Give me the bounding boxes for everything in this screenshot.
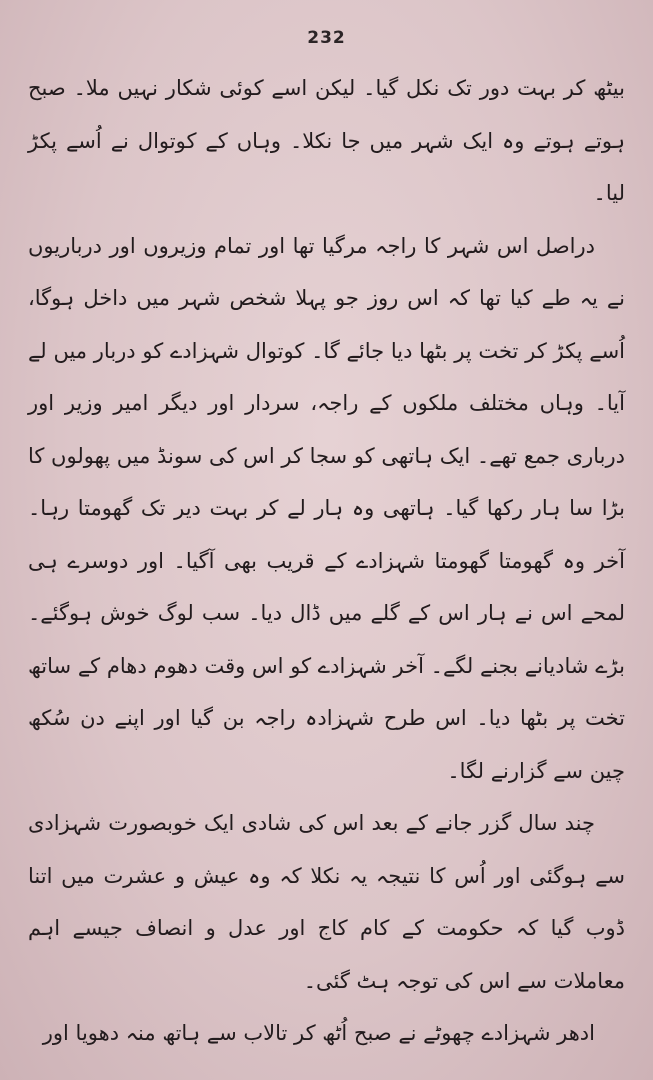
page-text [28,62,625,1060]
paragraph-3: چند سال گزر جانے کے بعد اس کی شادی ایک خوبصورت شہزادی سے ہوگئی اور اُس کا نتیجہ یہ نکلا کہ وہ عیش و عشرت میں اتنا ڈوب گیا کہ حکومت کے کام کاج اور عدل و انصاف جیسے اہم معاملات سے اس کی توجہ ہٹ گئی۔ [28,811,625,993]
page-number: 232 [307,28,346,48]
paragraph-4: ادھر شہزادے چھوٹے نے صبح اُٹھ کر تالاب سے ہاتھ منہ دھویا اور [42,1021,595,1045]
paragraph-2: دراصل اس شہر کا راجہ مرگیا تھا اور تمام وزیروں اور درباریوں نے یہ طے کیا تھا کہ اس روز جو پہلا شخص شہر میں داخل ہوگا، اُسے پکڑ کر تخت پر بٹھا دیا جائے گا۔ کوتوال شہزادے کو دربار میں لے آیا۔ وہاں مختلف ملکوں کے راجہ، سردار اور دیگر امیر وزیر اور درباری جمع تھے۔ ایک ہاتھی کو سجا کر اس کی سونڈ میں پھولوں کا بڑا سا ہار رکھا گیا۔ ہاتھی وہ ہار لے کر بہت دیر تک گھومتا رہا۔ آخر وہ گھومتا گھومتا شہزادے کے قریب بھی آگیا۔ اور دوسرے ہی لمحے اس نے ہار اس کے گلے میں ڈال دیا۔ سب لوگ خوش ہوگئے۔ بڑے شادیانے بجنے لگے۔ آخر شہزادے کو اس وقت دھوم دھام کے ساتھ تخت پر بٹھا دیا۔ اس طرح شہزادہ راجہ بن گیا اور اپنے دن سُکھ چین سے گزارنے لگا۔ [27,233,625,783]
paragraph-1: بیٹھ کر بہت دور تک نکل گیا۔ لیکن اسے کوئی شکار نہیں ملا۔ صبح ہوتے ہوتے وہ ایک شہر میں جا نکلا۔ وہاں کے کوتوال نے اُسے پکڑ لیا۔ [28,76,625,205]
